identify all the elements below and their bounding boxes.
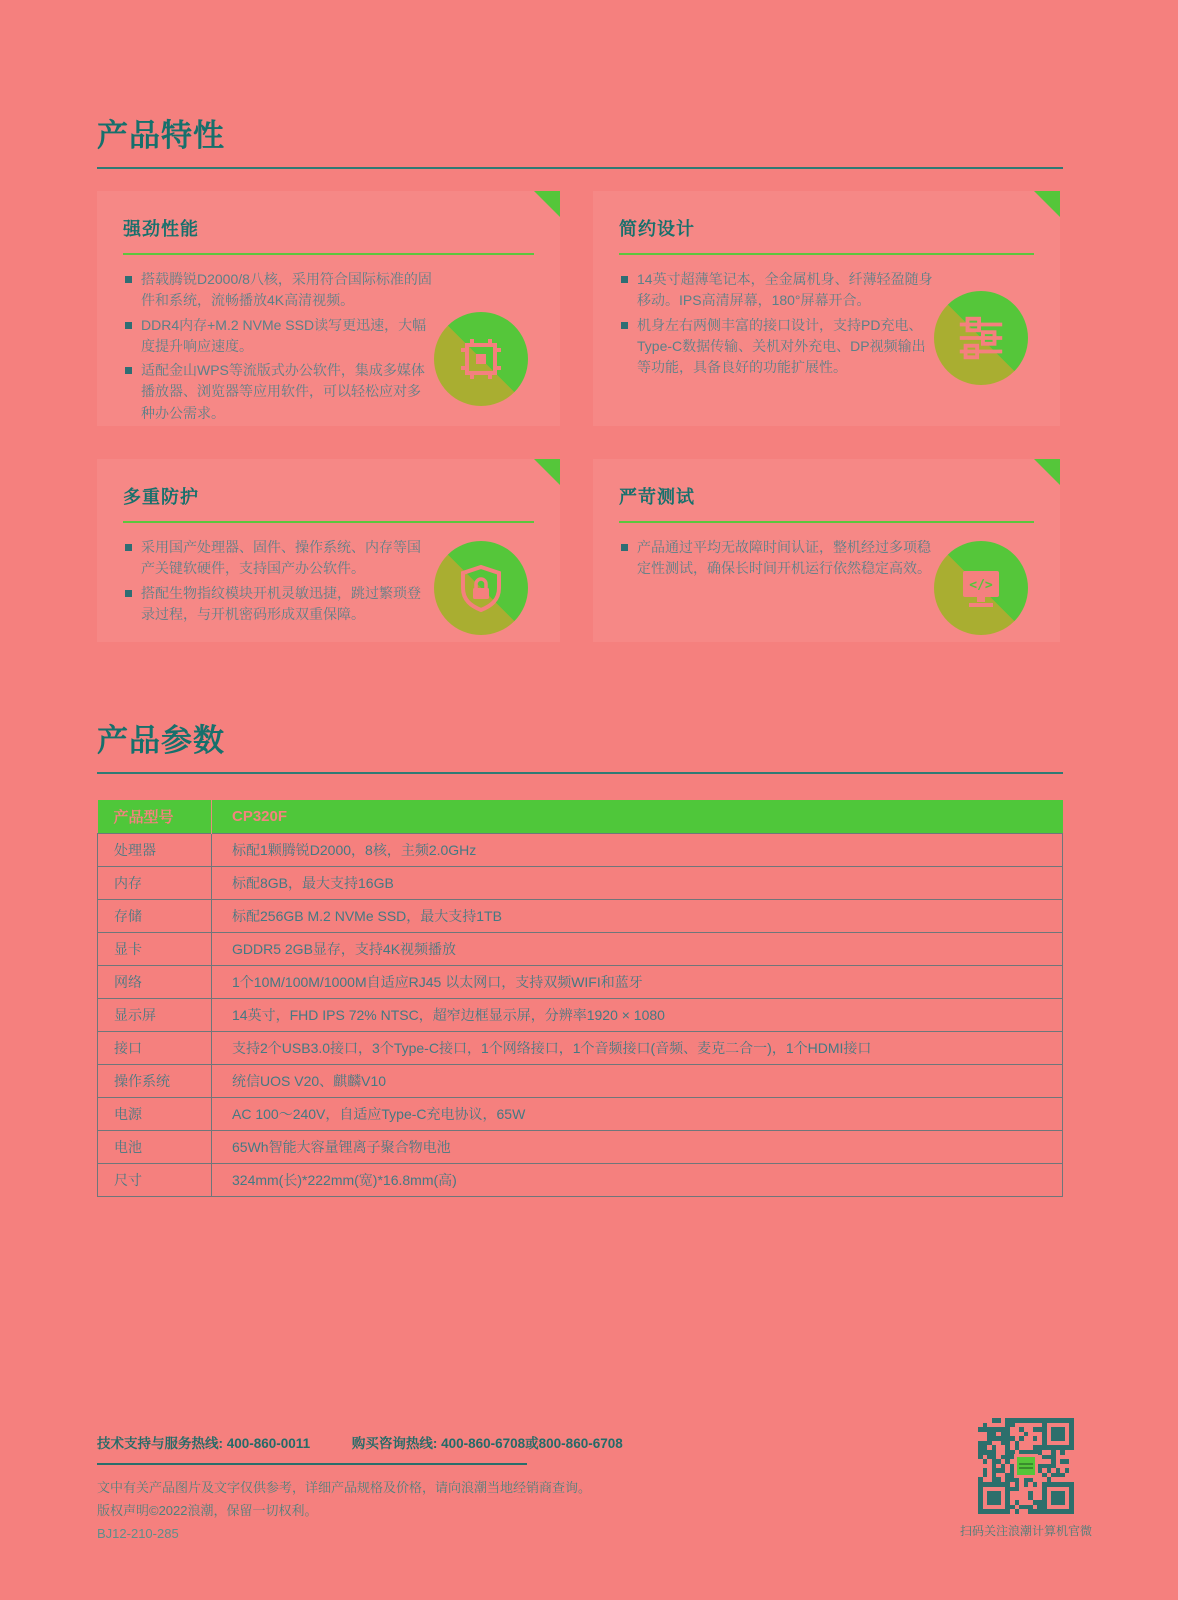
- corner-triangle-decoration: [534, 191, 560, 217]
- table-row: [98, 833, 1063, 866]
- copyright-text: 版权声明©2022浪潮，保留一切权利。: [97, 1502, 318, 1518]
- corner-triangle-decoration: [1034, 191, 1060, 217]
- footer-divider: [97, 1463, 527, 1465]
- card-divider: [123, 521, 534, 523]
- card-divider: [123, 253, 534, 255]
- feature-cards: [97, 191, 1063, 642]
- spec-label: 尺寸: [98, 1163, 212, 1196]
- table-row: [98, 965, 1063, 998]
- spec-label: 显卡: [98, 932, 212, 965]
- features-section: [97, 110, 1063, 642]
- spec-value: GDDR5 2GB显存，支持4K视频播放: [212, 932, 1063, 965]
- table-row: [98, 1064, 1063, 1097]
- card-divider: [619, 521, 1034, 523]
- table-row: [98, 1163, 1063, 1196]
- features-section-title: 产品特性: [97, 110, 1063, 169]
- spec-label: 处理器: [98, 833, 212, 866]
- table-row: [98, 998, 1063, 1031]
- feature-card-performance: [97, 191, 560, 426]
- spec-value: 统信UOS V20、麒麟V10: [212, 1064, 1063, 1097]
- spec-label: 显示屏: [98, 998, 212, 1031]
- feature-bullet: 产品通过平均无故障时间认证，整机经过多项稳定性测试，确保长时间开机运行依然稳定高效。: [619, 537, 934, 580]
- feature-bullet: 采用国产处理器、固件、操作系统、内存等国产关键软硬件，支持国产办公软件。: [123, 537, 434, 580]
- feature-card-design: [593, 191, 1060, 426]
- spec-value: 1个10M/100M/1000M自适应RJ45 以太网口，支持双频WIFI和蓝牙: [212, 965, 1063, 998]
- spec-label: 网络: [98, 965, 212, 998]
- spec-header-value: CP320F: [212, 800, 1063, 833]
- spec-label: 内存: [98, 866, 212, 899]
- qr-caption: 扫码关注浪潮计算机官微: [959, 1524, 1092, 1538]
- spec-value: 支持2个USB3.0接口，3个Type-C接口，1个网络接口，1个音频接口(音频、麦克二合一)，1个HDMI接口: [212, 1031, 1063, 1064]
- cpu-icon: [434, 312, 528, 406]
- qr-block: [946, 1418, 1106, 1539]
- code-monitor-icon: [934, 541, 1028, 635]
- purchase-hotline: 购买咨询热线: 400-860-6708或800-860-6708: [351, 1436, 623, 1451]
- feature-bullet: 机身左右两侧丰富的接口设计，支持PD充电、Type-C数据传输、关机对外充电、DP视频输出等功能，具备良好的功能扩展性。: [619, 315, 934, 379]
- corner-triangle-decoration: [534, 459, 560, 485]
- spec-label: 操作系统: [98, 1064, 212, 1097]
- feature-card-testing: [593, 459, 1060, 642]
- table-row: [98, 866, 1063, 899]
- hotline-row: [97, 1432, 1063, 1452]
- table-row: [98, 1031, 1063, 1064]
- feature-card-protection: [97, 459, 560, 642]
- feature-bullet: DDR4内存+M.2 NVMe SSD读写更迅速，大幅度提升响应速度。: [123, 315, 434, 358]
- specs-section: [97, 715, 1063, 1197]
- spec-label: 电源: [98, 1097, 212, 1130]
- shield-lock-icon: [434, 541, 528, 635]
- spec-value: 标配256GB M.2 NVMe SSD，最大支持1TB: [212, 899, 1063, 932]
- spec-value: AC 100～240V，自适应Type-C充电协议，65W: [212, 1097, 1063, 1130]
- feature-bullet: 14英寸超薄笔记本，全金属机身、纤薄轻盈随身移动。IPS高清屏幕，180°屏幕开合。: [619, 269, 934, 312]
- support-hotline: 技术支持与服务热线: 400-860-0011: [97, 1436, 311, 1451]
- feature-bullet: 搭配生物指纹模块开机灵敏迅捷，跳过繁琐登录过程，与开机密码形成双重保障。: [123, 583, 434, 626]
- spec-value: 标配1颗腾锐D2000，8核，主频2.0GHz: [212, 833, 1063, 866]
- spec-table: [97, 800, 1063, 1197]
- specs-section-title: 产品参数: [97, 715, 1063, 774]
- table-row: [98, 1097, 1063, 1130]
- spec-label: 存储: [98, 899, 212, 932]
- svg-text:</>: </>: [969, 578, 993, 593]
- feature-card-title: 强劲性能: [123, 219, 199, 239]
- spec-value: 14英寸，FHD IPS 72% NTSC，超窄边框显示屏，分辨率1920 × 1080: [212, 998, 1063, 1031]
- card-divider: [619, 253, 1034, 255]
- spec-label: 接口: [98, 1031, 212, 1064]
- qr-code: [978, 1418, 1074, 1514]
- feature-card-title: 严苛测试: [619, 487, 695, 507]
- spec-table-header-row: [98, 800, 1063, 833]
- spec-value: 标配8GB，最大支持16GB: [212, 866, 1063, 899]
- sliders-icon: [934, 291, 1028, 385]
- inspur-logo: [1014, 1454, 1038, 1478]
- feature-card-title: 多重防护: [123, 487, 199, 507]
- feature-bullet-list: [619, 269, 934, 381]
- disclaimer-text: 文中有关产品图片及文字仅供参考，详细产品规格及价格，请向浪潮当地经销商查询。: [97, 1480, 592, 1495]
- feature-bullet: 适配金山WPS等流版式办公软件，集成多媒体播放器、浏览器等应用软件，可以轻松应对多种办公需求。: [123, 360, 434, 424]
- feature-bullet-list: [123, 537, 434, 628]
- table-row: [98, 899, 1063, 932]
- feature-bullet-list: [619, 537, 934, 583]
- spec-label: 电池: [98, 1130, 212, 1163]
- feature-bullet: 搭载腾锐D2000/8八核，采用符合国际标准的固件和系统，流畅播放4K高清视频。: [123, 269, 434, 312]
- spec-value: 324mm(长)*222mm(宽)*16.8mm(高): [212, 1163, 1063, 1196]
- feature-bullet-list: [123, 269, 434, 427]
- table-row: [98, 1130, 1063, 1163]
- table-row: [98, 932, 1063, 965]
- spec-header-label: 产品型号: [98, 800, 212, 833]
- corner-triangle-decoration: [1034, 459, 1060, 485]
- feature-card-title: 简约设计: [619, 219, 695, 239]
- document-code: BJ12-210-285: [97, 1525, 179, 1541]
- footer: [97, 1432, 1063, 1541]
- spec-value: 65Wh智能大容量锂离子聚合物电池: [212, 1130, 1063, 1163]
